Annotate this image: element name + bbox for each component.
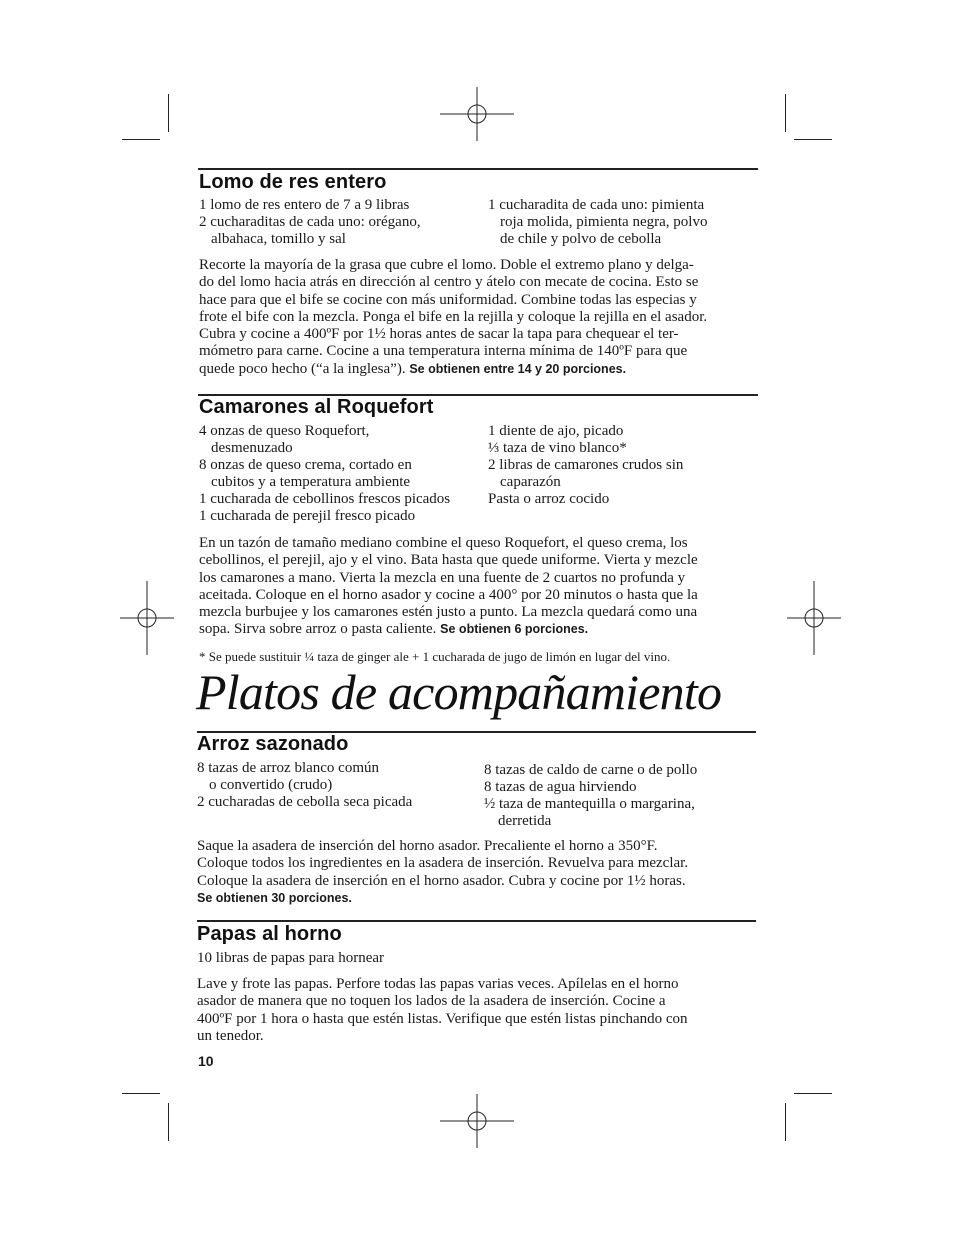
ingredients-left [197, 760, 412, 811]
ingredient: 8 onzas de queso crema, cortado en [199, 457, 412, 473]
instruction-line: En un tazón de tamaño mediano combine el queso Roquefort, el queso crema, los [199, 535, 688, 551]
ingredient: de chile y polvo de cebolla [500, 231, 662, 247]
ingredient: 1 cucharadita de cada uno: pimienta [488, 197, 705, 213]
ingredient: ⅓ taza de vino blanco* [488, 440, 627, 456]
ingredient: roja molida, pimienta negra, polvo [500, 214, 708, 230]
yield: Se obtienen 30 porciones. [197, 890, 352, 905]
instruction-line [199, 621, 769, 638]
crop-mark [785, 1103, 786, 1141]
recipe-title: Arroz sazonado [197, 733, 349, 755]
ingredient: 1 cucharada de perejil fresco picado [199, 508, 416, 524]
ingredient: 8 tazas de agua hirviendo [484, 779, 637, 795]
section-rule [198, 168, 758, 170]
ingredient: cubitos y a temperatura ambiente [211, 474, 411, 490]
ingredient: 2 cucharadas de cebolla seca picada [197, 794, 413, 810]
crop-mark [168, 94, 169, 132]
crop-mark [168, 1103, 169, 1141]
crop-mark [122, 139, 160, 140]
instructions [197, 976, 767, 1045]
instruction-line: 400ºF por 1 hora o hasta que estén listas. Verifique que estén listas pinchando con [197, 1010, 688, 1027]
instructions [197, 838, 767, 907]
instruction-line: asador de manera que no toquen los lados de la asadera de inserción. Cocine a [197, 993, 666, 1010]
instruction-line: los camarones a mano. Vierta la mezcla en una fuente de 2 cuartos no profunda y [199, 569, 686, 586]
instructions [199, 535, 769, 639]
ingredients-right [488, 197, 707, 248]
yield: Se obtienen 6 porciones. [440, 622, 589, 637]
instruction-line: mómetro para carne. Cocine a una temperatura interna mínima de 140ºF para que [199, 343, 688, 360]
registration-mark-icon [440, 77, 514, 151]
ingredient: 8 tazas de caldo de carne o de pollo [484, 762, 698, 778]
ingredient: 2 cucharaditas de cada uno: orégano, [199, 214, 421, 230]
crop-mark [785, 94, 786, 132]
instruction-line [199, 361, 769, 378]
ingredient: 10 libras de papas para hornear [197, 950, 385, 966]
ingredients-left [197, 950, 384, 967]
ingredient: Pasta o arroz cocido [488, 491, 610, 507]
registration-mark-icon [110, 581, 184, 655]
yield: Se obtienen entre 14 y 20 porciones. [409, 361, 627, 376]
registration-mark-icon [440, 1084, 514, 1158]
section-rule [197, 920, 756, 922]
recipe-title: Papas al horno [197, 923, 342, 945]
ingredient: 2 libras de camarones crudos sin [488, 457, 684, 473]
crop-mark [794, 1093, 832, 1094]
instruction-line: Cubra y cocine a 400ºF por 1½ horas antes de sacar la tapa para chequear el ter- [199, 326, 679, 343]
ingredient: 1 lomo de res entero de 7 a 9 libras [199, 197, 410, 213]
ingredient: 1 cucharada de cebollinos frescos picados [199, 491, 451, 507]
ingredients-left [199, 423, 450, 525]
footnote: * Se puede sustituir ¼ taza de ginger ale + 1 cucharada de jugo de limón en lugar del vino. [199, 649, 671, 664]
ingredient: caparazón [500, 474, 561, 490]
instruction-line: un tenedor. [197, 1027, 264, 1044]
instruction-line: Saque la asadera de inserción del horno asador. Precaliente el horno a 350°F. [197, 838, 658, 854]
ingredient: 4 onzas de queso Roquefort, [199, 423, 370, 439]
instruction-line: Coloque todos los ingredientes en la asadera de inserción. Revuelva para mezclar. [197, 855, 689, 872]
instruction-line: cebollinos, el perejil, ajo y el vino. Bata hasta que quede uniforme. Vierta y mezcle [199, 552, 698, 569]
instruction-text: sopa. Sirva sobre arroz o pasta caliente. [199, 621, 437, 638]
ingredient: desmenuzado [211, 440, 293, 456]
ingredient: 1 diente de ajo, picado [488, 423, 624, 439]
ingredient: ½ taza de mantequilla o margarina, [484, 796, 695, 812]
recipe-title: Camarones al Roquefort [199, 396, 434, 418]
ingredient: 8 tazas de arroz blanco común [197, 760, 379, 776]
ingredient: derretida [498, 813, 552, 829]
instruction-text: quede poco hecho (“a la inglesa”). [199, 360, 406, 377]
instructions [199, 257, 769, 378]
instruction-line: aceitada. Coloque en el horno asador y cocine a 400° por 20 minutos o hasta que la [199, 586, 698, 603]
instruction-line: mezcla burbujee y los camarones estén justo a punto. La mezcla quedará como una [199, 604, 698, 621]
instruction-line: Recorte la mayoría de la grasa que cubre el lomo. Doble el extremo plano y delga- [199, 257, 694, 273]
registration-mark-icon [777, 581, 851, 655]
crop-mark [794, 139, 832, 140]
ingredient: o convertido (crudo) [209, 777, 333, 793]
ingredients-right [488, 423, 683, 508]
instruction-line: Lave y frote las papas. Perfore todas las papas varias veces. Apílelas en el horno [197, 976, 679, 992]
page-number: 10 [198, 1053, 214, 1069]
ingredients-right [484, 762, 697, 830]
instruction-line: Coloque la asadera de inserción en el horno asador. Cubra y cocine por 1½ horas. [197, 872, 686, 889]
section-title: Platos de acompañamiento [196, 664, 722, 720]
instruction-line: hace para que el bife se cocine con más uniformidad. Combine todas las especias y [199, 291, 697, 308]
instruction-line: do del lomo hacia atrás en dirección al centro y átelo con mecate de cocina. Esto se [199, 274, 699, 291]
ingredient: albahaca, tomillo y sal [211, 231, 346, 247]
recipe-title: Lomo de res entero [199, 171, 387, 193]
crop-mark [122, 1093, 160, 1094]
ingredients-left [199, 197, 421, 248]
instruction-line: frote el bife con la mezcla. Ponga el bife en la rejilla y coloque la rejilla en el asador. [199, 308, 708, 325]
